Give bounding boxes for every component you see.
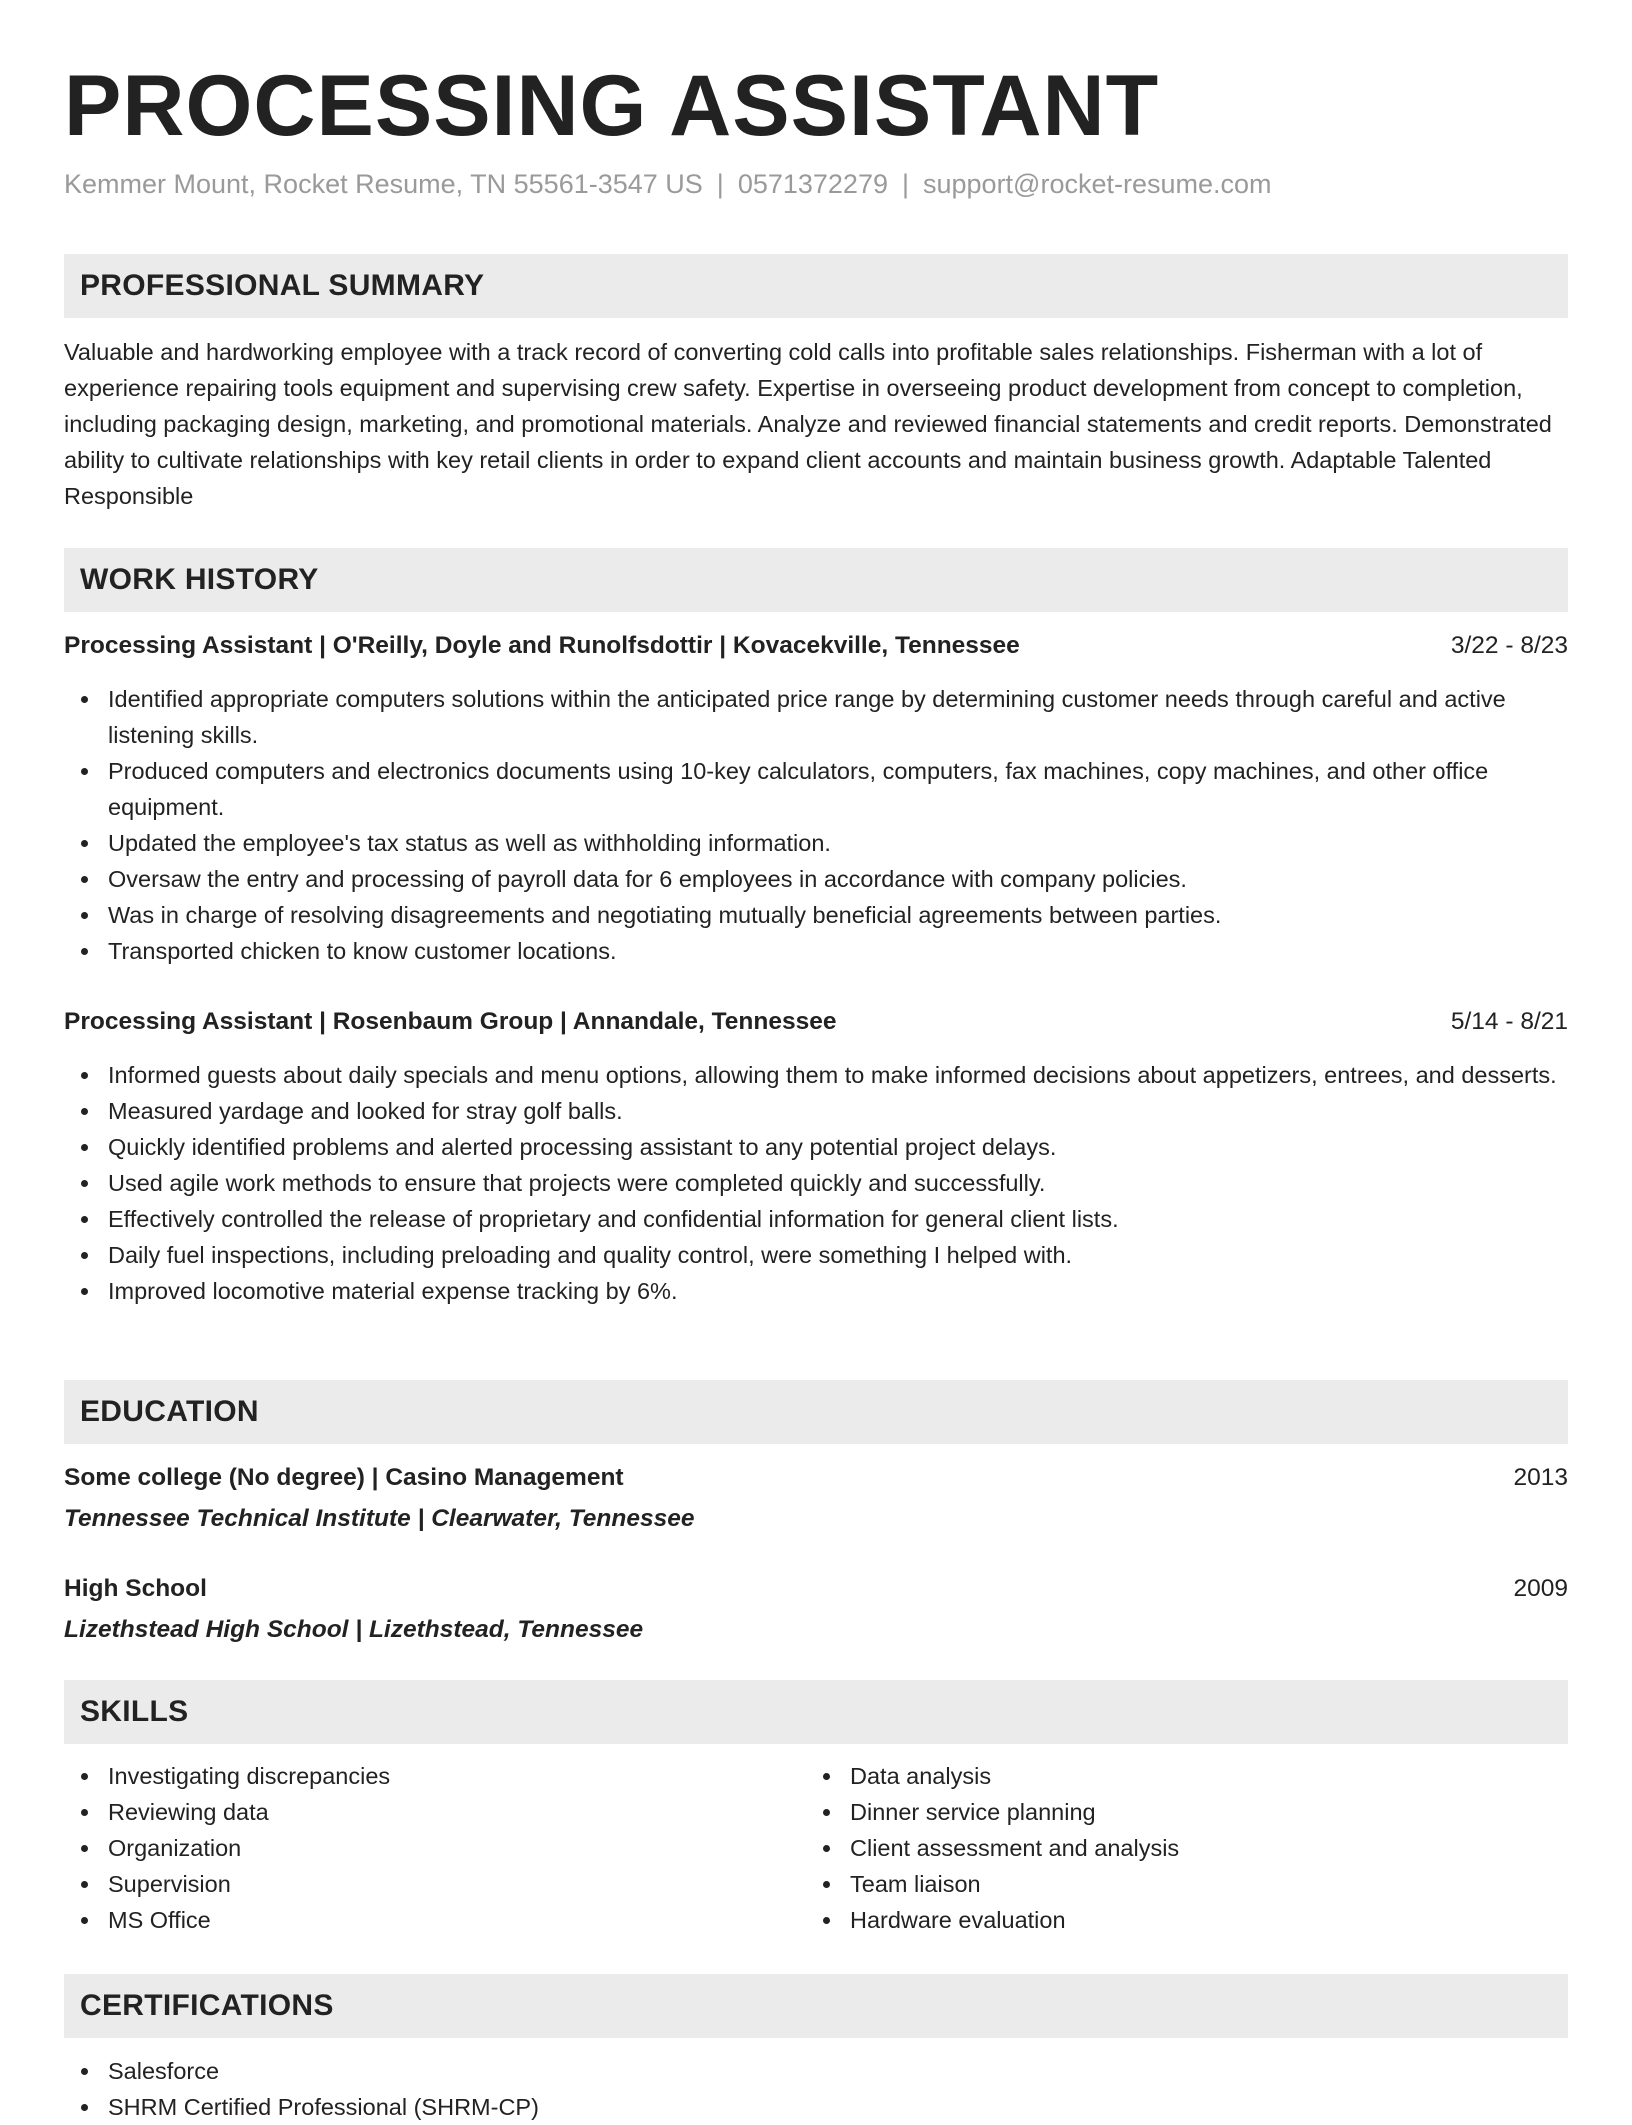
education-school: Lizethstead High School | Lizethstead, Tennessee xyxy=(64,1616,644,1643)
contact-phone: 0571372279 xyxy=(737,169,888,199)
education-year: 2009 xyxy=(1513,1575,1568,1602)
skills-list-left xyxy=(64,1758,804,1938)
contact-separator: | xyxy=(716,169,724,199)
list-item: Used agile work methods to ensure that projects were completed quickly and successfully. xyxy=(64,1165,1568,1201)
list-item: SHRM Certified Professional (SHRM-CP) xyxy=(64,2089,1568,2125)
contact-line xyxy=(64,166,1272,202)
section-heading-summary: PROFESSIONAL SUMMARY xyxy=(64,254,1568,318)
list-item: Oversaw the entry and processing of payroll data for 6 employees in accordance with company policies. xyxy=(64,861,1568,897)
contact-address: Kemmer Mount, Rocket Resume, TN 55561-3547 US xyxy=(64,169,703,199)
list-item: Transported chicken to know customer locations. xyxy=(64,933,1568,969)
education-header xyxy=(64,1571,1568,1607)
job-bullets xyxy=(64,1057,1568,1309)
job-dates: 3/22 - 8/23 xyxy=(1450,632,1568,659)
list-item: Team liaison xyxy=(806,1866,1546,1902)
list-item: MS Office xyxy=(64,1902,804,1938)
list-item: Client assessment and analysis xyxy=(806,1830,1546,1866)
education-school: Tennessee Technical Institute | Clearwater, Tennessee xyxy=(64,1505,695,1532)
list-item: Was in charge of resolving disagreements and negotiating mutually beneficial agreements between parties. xyxy=(64,897,1568,933)
contact-email: support@rocket-resume.com xyxy=(923,169,1272,199)
job-title: Processing Assistant | O'Reilly, Doyle and Runolfsdottir | Kovacekville, Tennessee xyxy=(64,632,1020,659)
list-item: Measured yardage and looked for stray golf balls. xyxy=(64,1093,1568,1129)
list-item: Reviewing data xyxy=(64,1794,804,1830)
job-header xyxy=(64,628,1568,664)
job-dates: 5/14 - 8/21 xyxy=(1450,1008,1568,1035)
list-item: Supervision xyxy=(64,1866,804,1902)
contact-separator: | xyxy=(901,169,909,199)
list-item: Daily fuel inspections, including preloading and quality control, were something I helped with. xyxy=(64,1237,1568,1273)
skills-list-right xyxy=(806,1758,1546,1938)
list-item: Data analysis xyxy=(806,1758,1546,1794)
list-item: Organization xyxy=(64,1830,804,1866)
job-bullets xyxy=(64,681,1568,969)
section-heading-skills: SKILLS xyxy=(64,1680,1568,1744)
list-item: Updated the employee's tax status as well as withholding information. xyxy=(64,825,1568,861)
list-item: Hardware evaluation xyxy=(806,1902,1546,1938)
job-title: Processing Assistant | Rosenbaum Group | Annandale, Tennessee xyxy=(64,1008,837,1035)
list-item: Informed guests about daily specials and menu options, allowing them to make informed decisions about appetizers, entrees, and desserts. xyxy=(64,1057,1568,1093)
section-heading-work-history: WORK HISTORY xyxy=(64,548,1568,612)
certifications-list xyxy=(64,2053,1568,2125)
section-heading-certifications: CERTIFICATIONS xyxy=(64,1974,1568,2038)
list-item: Identified appropriate computers solutions within the anticipated price range by determining customer needs through careful and active listening skills. xyxy=(64,681,1568,753)
resume-name: PROCESSING ASSISTANT xyxy=(64,58,1160,154)
list-item: Improved locomotive material expense tracking by 6%. xyxy=(64,1273,1568,1309)
list-item: Dinner service planning xyxy=(806,1794,1546,1830)
section-heading-education: EDUCATION xyxy=(64,1380,1568,1444)
list-item: Quickly identified problems and alerted processing assistant to any potential project delays. xyxy=(64,1129,1568,1165)
summary-text: Valuable and hardworking employee with a track record of converting cold calls into profitable sales relationships. Fisherman with a lot of experience repairing tools equipment and supervising crew safety. Expertise in overseeing product development from concept to completion, including packaging design, marketing, and promotional materials. Analyze and reviewed financial statements and credit reports. Demonstrated ability to cultivate relationships with key retail clients in order to expand client accounts and maintain business growth. Adaptable Talented Responsible xyxy=(64,339,1552,509)
list-item: Salesforce xyxy=(64,2053,1568,2089)
list-item: Produced computers and electronics documents using 10-key calculators, computers, fax machines, copy machines, and other office equipment. xyxy=(64,753,1568,825)
list-item: Investigating discrepancies xyxy=(64,1758,804,1794)
education-year: 2013 xyxy=(1513,1464,1568,1491)
job-header xyxy=(64,1004,1568,1040)
education-header xyxy=(64,1460,1568,1496)
list-item: Effectively controlled the release of proprietary and confidential information for general client lists. xyxy=(64,1201,1568,1237)
education-degree: Some college (No degree) | Casino Management xyxy=(64,1464,624,1491)
education-degree: High School xyxy=(64,1575,207,1602)
